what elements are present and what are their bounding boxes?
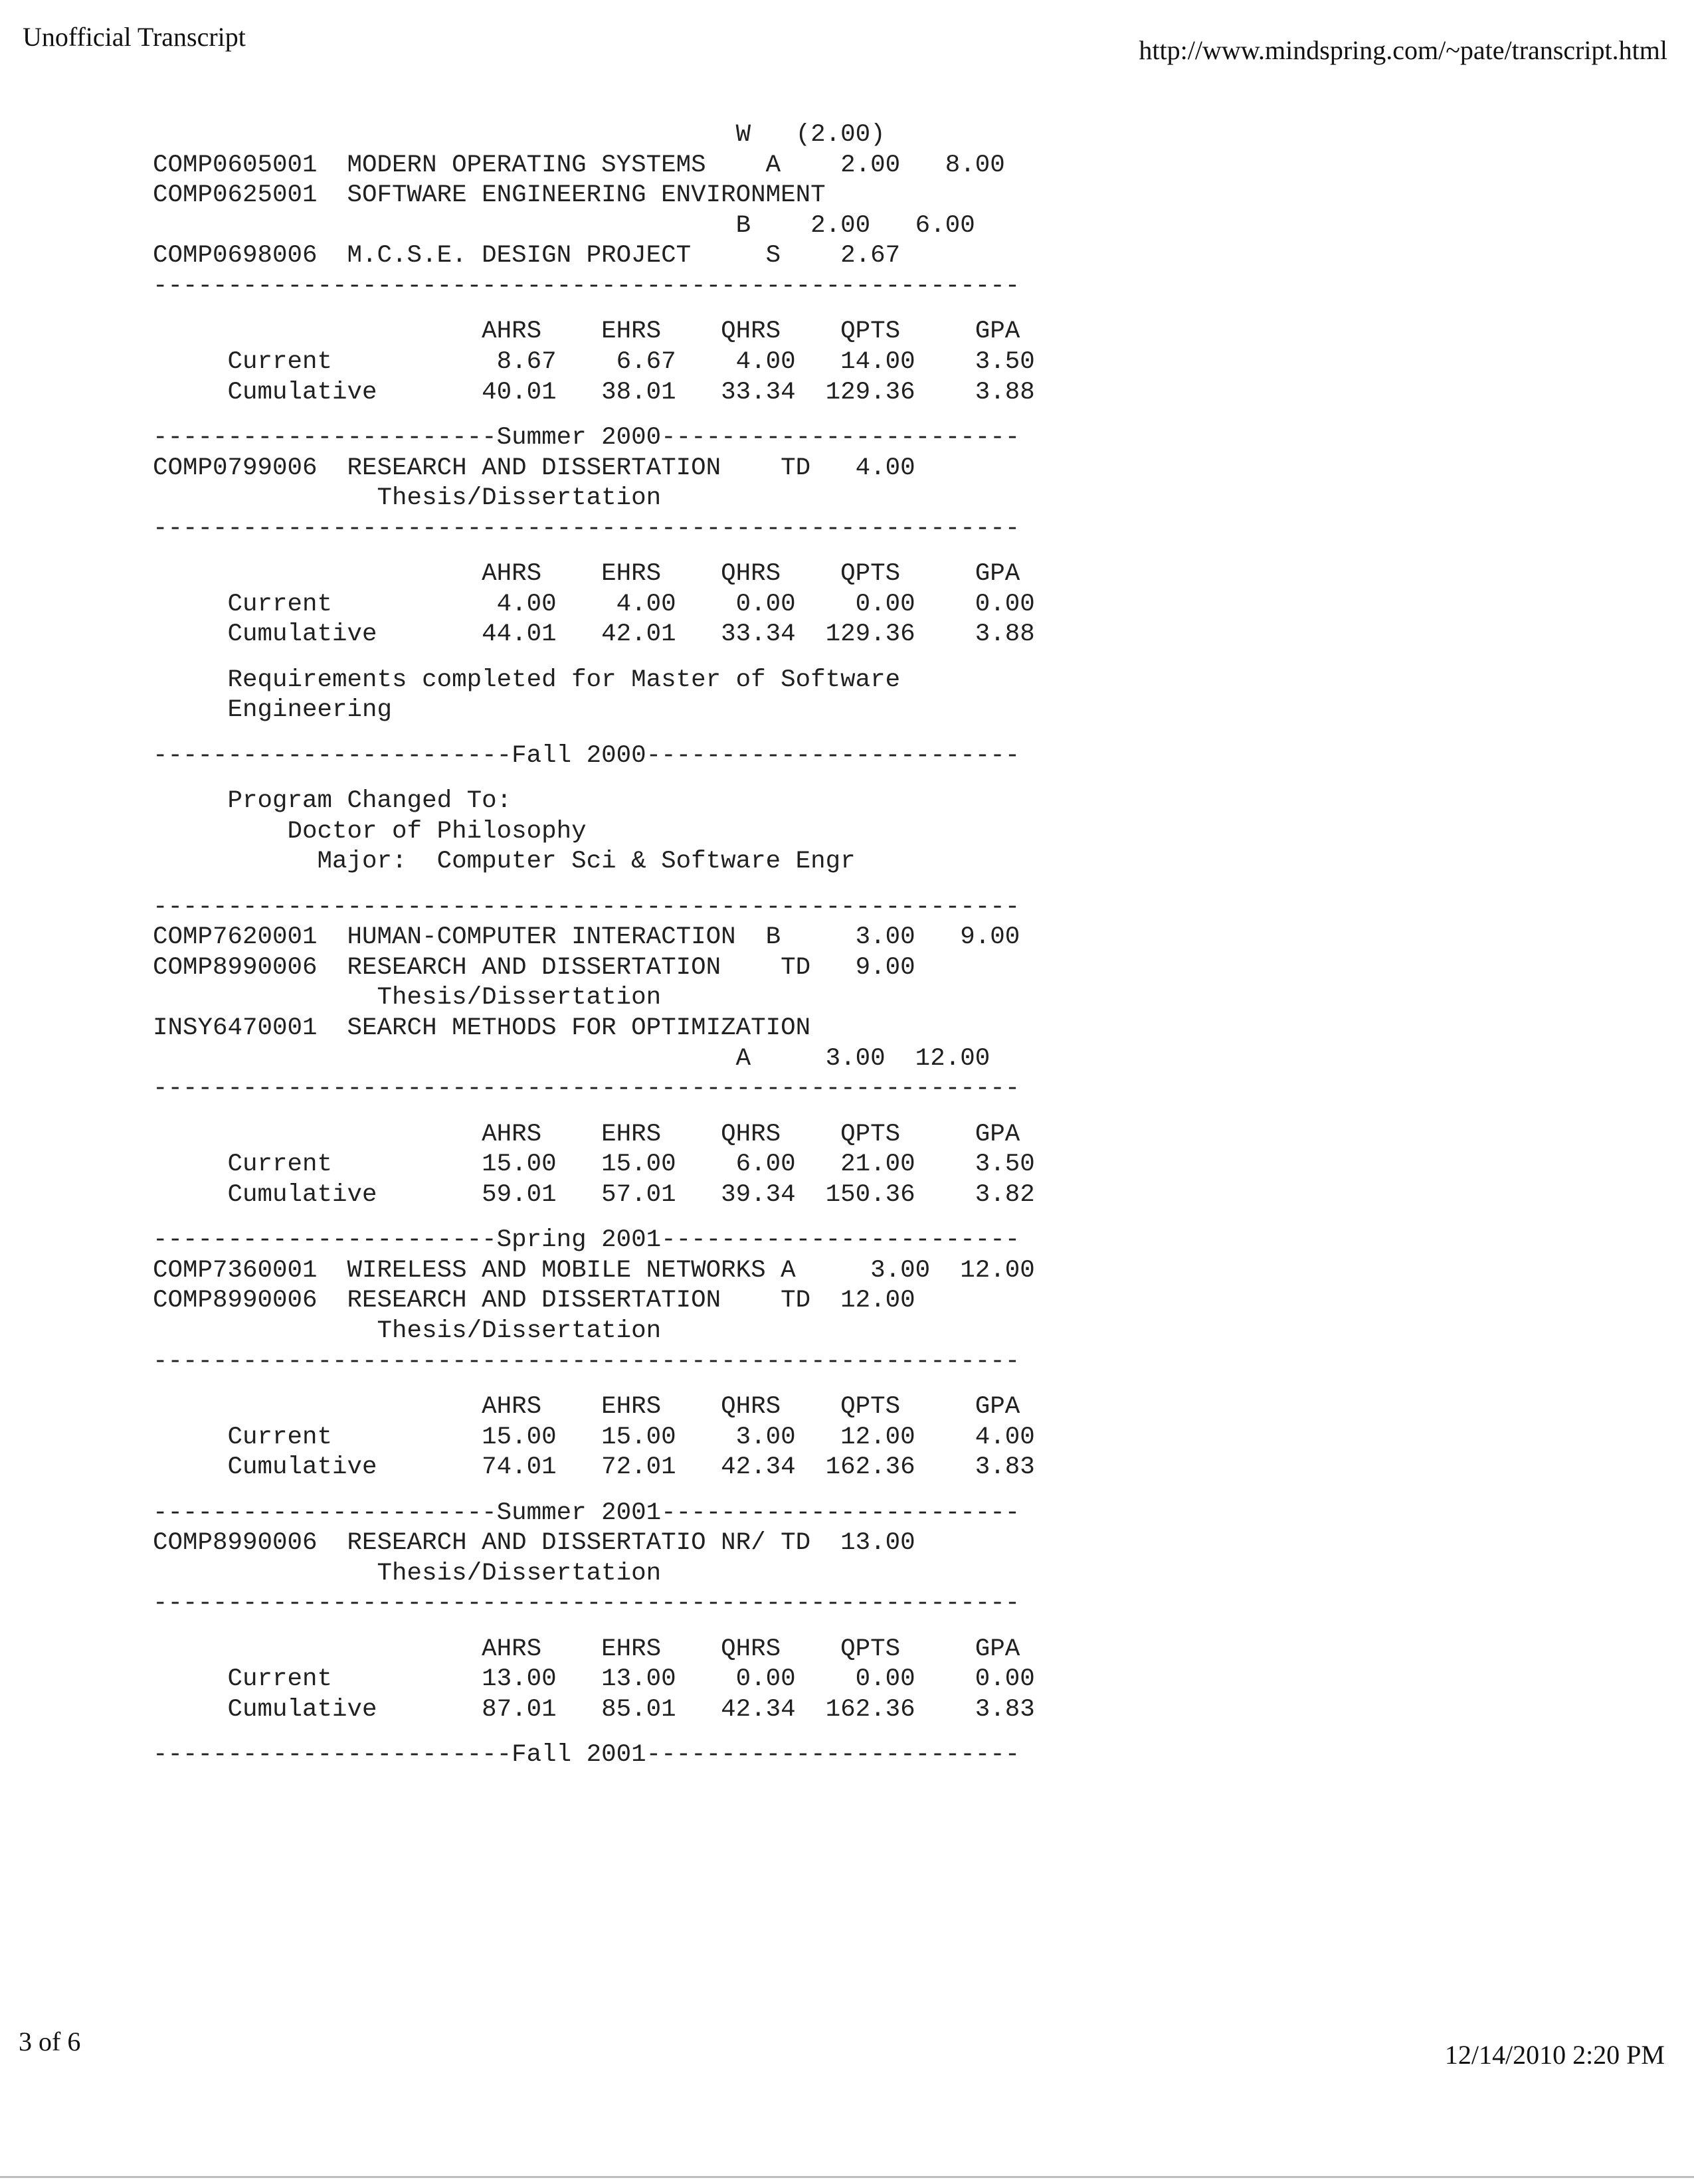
course-line-comp0625001: COMP0625001 SOFTWARE ENGINEERING ENVIRONMENT bbox=[153, 181, 826, 210]
section-divider: ---------------------------------------------------------- bbox=[153, 893, 1020, 921]
totals-header: AHRS EHRS QHRS QPTS GPA bbox=[153, 1635, 1020, 1663]
totals-cumulative: Cumulative 44.01 42.01 33.34 129.36 3.88 bbox=[153, 620, 1035, 649]
totals-header: AHRS EHRS QHRS QPTS GPA bbox=[153, 318, 1020, 346]
course-note: Thesis/Dissertation bbox=[153, 1559, 662, 1588]
totals-current: Current 13.00 13.00 0.00 0.00 0.00 bbox=[153, 1665, 1035, 1694]
course-line-comp0698006: COMP0698006 M.C.S.E. DESIGN PROJECT S 2.67 bbox=[153, 242, 901, 270]
totals-cumulative: Cumulative 59.01 57.01 39.34 150.36 3.82 bbox=[153, 1180, 1035, 1209]
printed-datetime: 12/14/2010 2:20 PM bbox=[1444, 2040, 1665, 2070]
course-note: Thesis/Dissertation bbox=[153, 1317, 662, 1345]
course-line-comp8990006: COMP8990006 RESEARCH AND DISSERTATION TD 12.00 bbox=[153, 1287, 915, 1315]
course-line-insy6470001: INSY6470001 SEARCH METHODS FOR OPTIMIZATION bbox=[153, 1014, 811, 1043]
withdrawn-grade-line: W (2.00) bbox=[153, 121, 886, 149]
term-header-fall-2000: ------------------------Fall 2000------------------------- bbox=[153, 741, 1020, 770]
totals-header: AHRS EHRS QHRS QPTS GPA bbox=[153, 1392, 1020, 1421]
term-header-spring-2001: -----------------------Spring 2001------------------------ bbox=[153, 1226, 1020, 1255]
section-divider: ---------------------------------------------------------- bbox=[153, 1590, 1020, 1618]
term-header-fall-2001: ------------------------Fall 2001------------------------- bbox=[153, 1741, 1020, 1770]
totals-current: Current 8.67 6.67 4.00 14.00 3.50 bbox=[153, 347, 1035, 376]
transcript-body bbox=[153, 120, 1035, 1771]
course-line-comp7360001: COMP7360001 WIRELESS AND MOBILE NETWORKS A 3.00 12.00 bbox=[153, 1256, 1035, 1285]
totals-current: Current 15.00 15.00 3.00 12.00 4.00 bbox=[153, 1423, 1035, 1451]
section-divider: ---------------------------------------------------------- bbox=[153, 514, 1020, 543]
term-header-summer-2001: -----------------------Summer 2001------------------------ bbox=[153, 1499, 1020, 1527]
term-header-summer-2000: -----------------------Summer 2000------------------------ bbox=[153, 423, 1020, 452]
section-divider: ---------------------------------------------------------- bbox=[153, 272, 1020, 300]
course-line-comp8990006: COMP8990006 RESEARCH AND DISSERTATION TD 9.00 bbox=[153, 953, 915, 982]
program-change-major: Major: Computer Sci & Software Engr bbox=[153, 848, 856, 876]
course-line-comp0799006: COMP0799006 RESEARCH AND DISSERTATION TD 4.00 bbox=[153, 454, 915, 482]
header-title: Unofficial Transcript bbox=[23, 22, 246, 52]
degree-requirements-note-cont: Engineering bbox=[153, 696, 393, 725]
program-change-degree: Doctor of Philosophy bbox=[153, 817, 587, 846]
section-divider: ---------------------------------------------------------- bbox=[153, 1347, 1020, 1376]
course-grade-line-insy6470001: A 3.00 12.00 bbox=[153, 1044, 990, 1073]
totals-current: Current 4.00 4.00 0.00 0.00 0.00 bbox=[153, 590, 1035, 618]
course-note: Thesis/Dissertation bbox=[153, 484, 662, 513]
totals-cumulative: Cumulative 40.01 38.01 33.34 129.36 3.88 bbox=[153, 378, 1035, 407]
page-indicator: 3 of 6 bbox=[19, 2027, 81, 2056]
course-note: Thesis/Dissertation bbox=[153, 984, 662, 1012]
course-grade-line-comp0625001: B 2.00 6.00 bbox=[153, 211, 975, 240]
scan-edge-line bbox=[0, 2176, 1694, 2178]
course-line-comp8990006: COMP8990006 RESEARCH AND DISSERTATIO NR/ TD 13.00 bbox=[153, 1529, 915, 1558]
totals-cumulative: Cumulative 74.01 72.01 42.34 162.36 3.83 bbox=[153, 1453, 1035, 1482]
totals-header: AHRS EHRS QHRS QPTS GPA bbox=[153, 1120, 1020, 1148]
program-change-label: Program Changed To: bbox=[153, 787, 512, 816]
course-line-comp0605001: COMP0605001 MODERN OPERATING SYSTEMS A 2.00 8.00 bbox=[153, 151, 1005, 179]
header-url: http://www.mindspring.com/~pate/transcript.html bbox=[1139, 35, 1667, 65]
totals-current: Current 15.00 15.00 6.00 21.00 3.50 bbox=[153, 1150, 1035, 1179]
totals-header: AHRS EHRS QHRS QPTS GPA bbox=[153, 560, 1020, 589]
totals-cumulative: Cumulative 87.01 85.01 42.34 162.36 3.83 bbox=[153, 1695, 1035, 1724]
section-divider: ---------------------------------------------------------- bbox=[153, 1075, 1020, 1103]
course-line-comp7620001: COMP7620001 HUMAN-COMPUTER INTERACTION B 3.00 9.00 bbox=[153, 923, 1020, 952]
degree-requirements-note: Requirements completed for Master of Software bbox=[153, 666, 901, 694]
